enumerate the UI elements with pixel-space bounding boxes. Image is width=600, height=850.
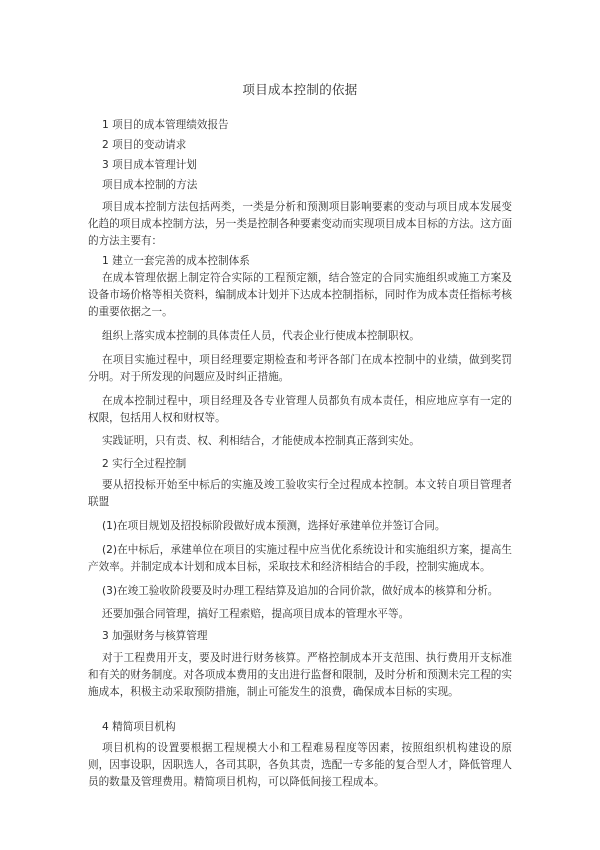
- paragraph-3a: 对于工程费用开支，要及时进行财务核算。严格控制成本开支范围、执行费用开支标准和有关的财务制度。对各项成本费用的支出进行监督和限制，及时分析和预测未完工程的实施成本，积极主动采取预防措施，制止可能发生的浪费，确保成本目标的实现。: [88, 652, 512, 698]
- section-heading-4: 4 精简项目机构: [102, 721, 176, 733]
- paragraph-4a: 项目机构的设置要根据工程规模大小和工程难易程度等因素，按照组织机构建设的原则，因事设职，因职选人，各司其职，各负其责，选配一专多能的复合型人才，降低管理人员的数量及管理费用。精简项目机构，可以降低间接工程成本。: [88, 742, 512, 788]
- paragraph-1d: 在成本控制过程中，项目经理及各专业管理人员都负有成本责任，相应地应享有一定的权限，包括用人权和财权等。: [88, 395, 512, 424]
- paragraph-2c: (2)在中标后，承建单位在项目的实施过程中应当优化系统设计和实施组织方案，提高生产效率。并制定成本计划和成本目标，采取技术和经济相结合的手段，控制实施成本。: [88, 544, 512, 573]
- section-heading-2: 2 实行全过程控制: [102, 458, 187, 470]
- section-heading-1: 1 建立一套完善的成本控制体系: [102, 255, 250, 267]
- paragraph-1c: 在项目实施过程中，项目经理要定期检查和考评各部门在成本控制中的业绩，做到奖罚分明。对于所发现的问题应及时纠正措施。: [88, 354, 512, 383]
- paragraph-2e: 还要加强合同管理，搞好工程索赔，提高项目成本的管理水平等。: [102, 608, 410, 620]
- paragraph-1e: 实践证明，只有责、权、利相结合，才能使成本控制真正落到实处。: [102, 435, 420, 447]
- list-item-2: 2 项目的变动请求: [102, 139, 187, 151]
- paragraph-1a: 在成本管理依据上制定符合实际的工程预定额，结合签定的合同实施组织或施工方案及设备市场价格等相关资料，编制成本计划并下达成本控制指标，同时作为成本责任指标考核的重要依据之一。: [88, 272, 512, 318]
- list-item-1: 1 项目的成本管理绩效报告: [102, 119, 229, 131]
- paragraph-2a: 要从招投标开始至中标后的实施及竣工验收实行全过程成本控制。本文转自项目管理者联盟: [88, 479, 512, 508]
- section-heading-methods: 项目成本控制的方法: [102, 179, 198, 191]
- document-title: 项目成本控制的依据: [242, 82, 358, 97]
- paragraph-1b: 组织上落实成本控制的具体责任人员，代表企业行使成本控制职权。: [102, 330, 420, 342]
- paragraph-2b: (1)在项目规划及招投标阶段做好成本预测，选择好承建单位并签订合同。: [102, 520, 446, 532]
- list-item-3: 3 项目成本管理计划: [102, 159, 197, 171]
- document-body: [88, 117, 512, 791]
- paragraph-2d: (3)在竣工验收阶段要及时办理工程结算及追加的合同价款，做好成本的核算和分析。: [102, 585, 499, 597]
- section-heading-3: 3 加强财务与核算管理: [102, 630, 208, 642]
- paragraph-methods-intro: 项目成本控制方法包括两类，一类是分析和预测项目影响要素的变动与项目成本发展变化趋的项目成本控制方法，另一类是控制各种要素变动而实现项目成本目标的方法。这方面的方法主要有：: [88, 201, 512, 247]
